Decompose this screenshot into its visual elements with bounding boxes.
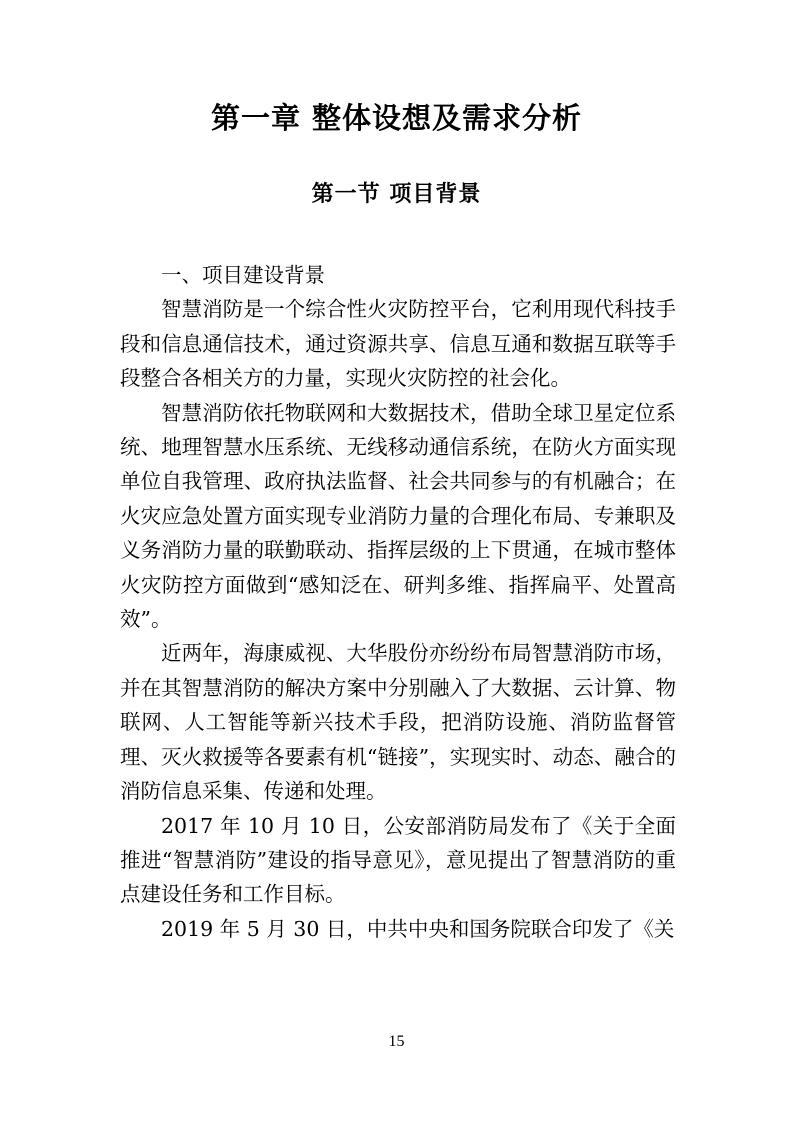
paragraph: 智慧消防依托物联网和大数据技术，借助全球卫星定位系统、地理智慧水压系统、无线移动通信系统，在防火方面实现单位自我管理、政府执法监督、社会共同参与的有机融合；在火灾应急处置方面实现专业消防力量的合理化布局、专兼职及义务消防力量的联勤联动、指挥层级的上下贯通，在城市整体火灾防控方面做到“感知泛在、研判多维、指挥扁平、处置高效”。 bbox=[120, 400, 676, 632]
section-title: 第一节 项目背景 bbox=[311, 182, 482, 207]
chapter-title: 第一章 整体设想及需求分析 bbox=[210, 101, 583, 135]
paragraph: 2017 年 10 月 10 日，公安部消防局发布了《关于全面推进“智慧消防”建设的指导意见》，意见提出了智慧消防的重点建设任务和工作目标。 bbox=[120, 813, 676, 907]
paragraph: 近两年，海康威视、大华股份亦纷纷布局智慧消防市场，并在其智慧消防的解决方案中分别融入了大数据、云计算、物联网、人工智能等新兴技术手段，把消防设施、消防监督管理、灭火救援等各要素有机“链接”，实现实时、动态、融合的消防信息采集、传递和处理。 bbox=[120, 641, 676, 804]
subsection-heading: 一、项目建设背景 bbox=[161, 263, 325, 287]
page-number: 15 bbox=[388, 1033, 405, 1050]
paragraph: 智慧消防是一个综合性火灾防控平台，它利用现代科技手段和信息通信技术，通过资源共享、信息互通和数据互联等手段整合各相关方的力量，实现火灾防控的社会化。 bbox=[120, 297, 676, 391]
paragraph: 2019 年 5 月 30 日，中共中央和国务院联合印发了《关 bbox=[161, 916, 675, 941]
body-text bbox=[120, 258, 676, 946]
